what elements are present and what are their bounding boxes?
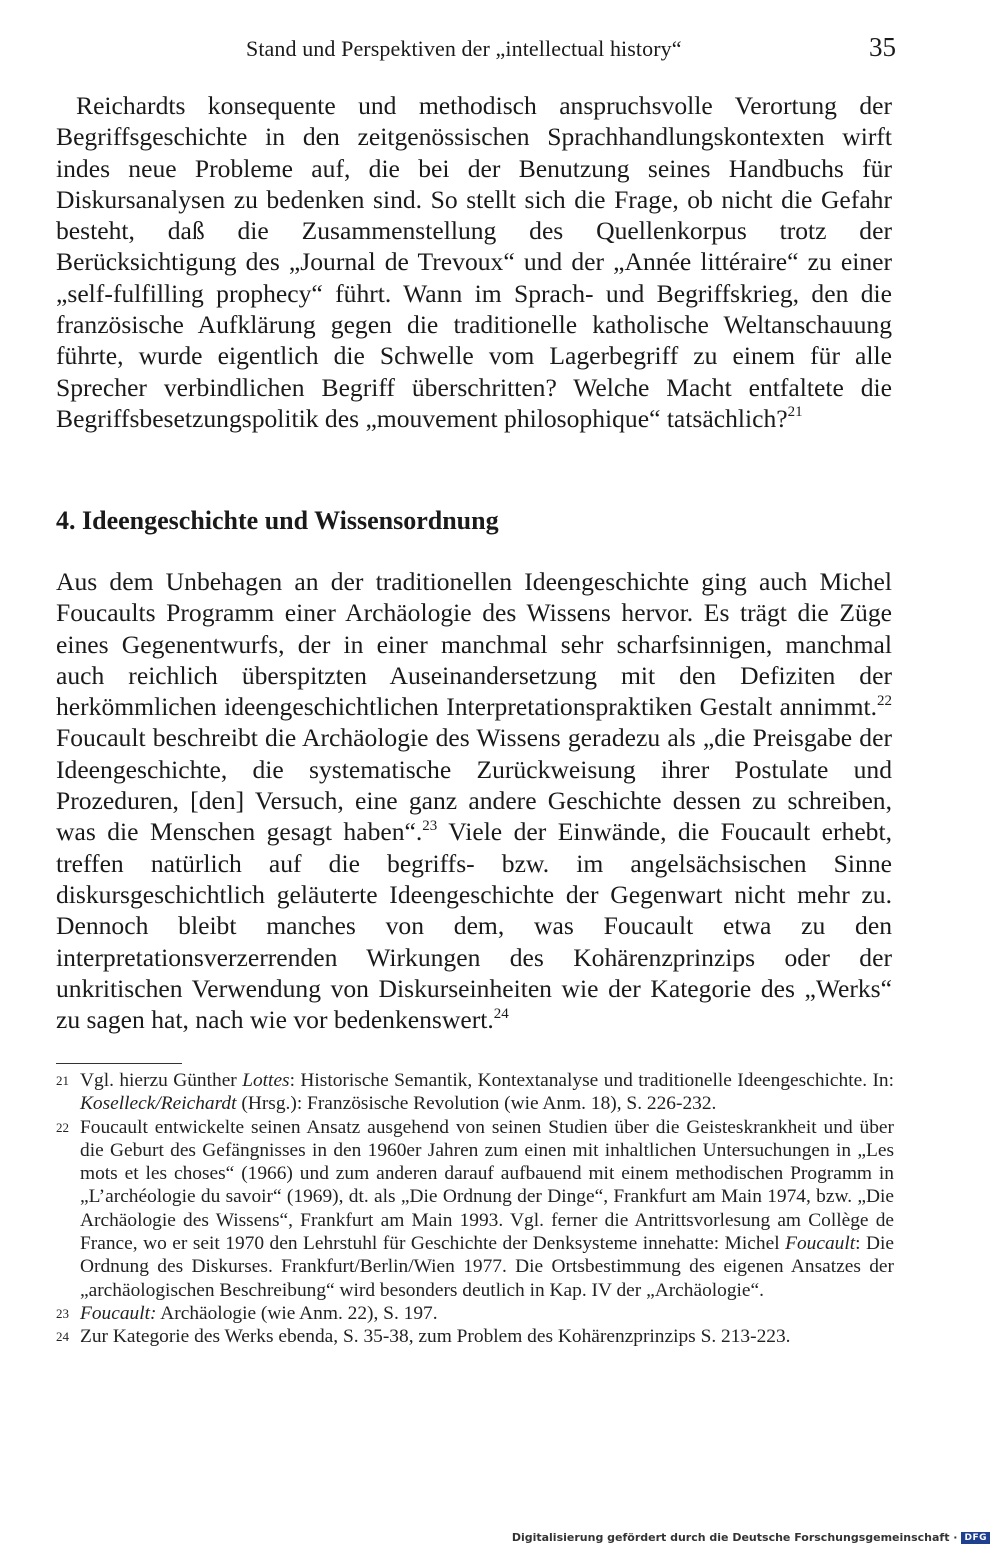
footnote-number: 22 bbox=[56, 1119, 69, 1135]
footnote-divider bbox=[56, 1063, 182, 1064]
footnote-21 bbox=[56, 1069, 894, 1116]
dfg-logo-icon: DFG bbox=[961, 1532, 990, 1544]
footnote-number: 23 bbox=[56, 1305, 69, 1321]
digitization-credit bbox=[512, 1531, 990, 1544]
footnote-number: 21 bbox=[56, 1073, 69, 1088]
paragraph-text: Foucault beschreibt die Archäologie des Wissens geradezu als „die Preisgabe der Ideengeschichte, die systematische Zurückweisung ihrer Postulate und Prozeduren, [den] Versuch, eine ganz andere Geschichte dessen zu schreiben, was die Menschen gesagt haben“. bbox=[56, 723, 892, 847]
footnote-number: 24 bbox=[56, 1329, 69, 1345]
section-heading: 4. Ideengeschichte und Wissensordnung bbox=[56, 506, 499, 535]
footnote-22 bbox=[56, 1116, 894, 1302]
author-name: Foucault: bbox=[80, 1302, 157, 1324]
body-paragraph-1 bbox=[56, 90, 892, 434]
author-name: Lottes bbox=[242, 1070, 290, 1091]
paragraph-text: Reichardts konsequente und methodisch anspruchsvolle Verortung der Begriffsgeschichte in den zeitgenössischen Sprachhandlungskontexten wirft indes neue Probleme auf, die bei der Benutzung seines Handbuchs für Diskursanalysen zu bedenken sind. So stellt sich die Frage, ob nicht die Gefahr besteht, daß die Zusammenstellung des Quellenkorpus trotz der Berücksichtigung des „Journal de Trevoux“ und der „Année littéraire“ zu einer „self-fulfilling prophecy“ führt. Wann im Sprach- und Begriffskrieg, den die französische Aufklärung gegen die traditionelle katholische Weltanschauung führte, wurde eigentlich die Schwelle vom Lagerbegriff zu einem für alle Sprecher verbindlichen Begriff überschritten? Welche Macht entfaltete die Begriffsbesetzungspolitik des „mouvement philosophique“ tatsächlich? bbox=[56, 91, 892, 433]
footnote-ref-22[interactable]: 22 bbox=[877, 692, 892, 709]
footnote-ref-24[interactable]: 24 bbox=[493, 1005, 509, 1022]
footnote-24 bbox=[56, 1325, 894, 1348]
footnote-text: Vgl. hierzu Günther Lottes: Historische Semantik, Kontextanalyse und traditionelle Ideengeschichte. In: Koselleck/Reichardt (Hrsg.): Französische Revolution (wie Anm. 18), S. 226-232. bbox=[80, 1070, 895, 1115]
footnote-text: Zur Kategorie des Werks ebenda, S. 35-38, zum Problem des Kohärenzprinzips S. 213-223. bbox=[80, 1326, 791, 1348]
footnote-text: Foucault entwickelte seinen Ansatz ausgehend von seinen Studien über die Geisteskrankheit und über die Geburt des Gefängnisses in den 1960er Jahren zum einen mit inhaltlichen Untersuchungen in „Les mots et les choses“ (1966) und zum anderen darauf aufbauend mit einem methodischen Programm in „L’archéologie du savoir“ (1969), dt. als „Die Ordnung der Dinge“, Frankfurt am Main 1974, bzw. „Die Archäologie des Wissens“, Frankfurt am Main 1993. Vgl. ferner die Antrittsvorlesung am Collège de France, wo er seit 1970 den Lehrstuhl für Geschichte der Denksysteme innehatte: Michel Foucault: Die Ordnung des Diskurses. Frankfurt/Berlin/Wien 1977. Die Ortsbestimmung des eigenen Ansatzes der „archäologischen Beschreibung“ wird besonders deutlich in Kap. IV der „Archäologie“. bbox=[80, 1116, 894, 1301]
paragraph-text: Viele der Einwände, die Foucault erhebt, treffen natürlich auf die begriffs- bzw. im angelsächsischen Sinne diskursgeschichtlich geläuterte Ideengeschichte der Gegenwart nicht mehr zu. Dennoch bleibt manches von dem, was Foucault etwa zu den interpretationsverzerrenden Wirkungen des Kohärenzprinzips oder der unkritischen Verwendung von Diskurseinheiten wie der Kategorie des „Werks“ zu sagen hat, nach wie vor bedenkenswert. bbox=[56, 817, 892, 1035]
editor-names: Koselleck/Reichardt bbox=[80, 1093, 237, 1115]
paragraph-text: Aus dem Unbehagen an der traditionellen Ideengeschichte ging auch Michel Foucaults Programm einer Archäologie des Wissens hervor. Es trägt die Züge eines Gegenentwurfs, der in einer manchmal sehr scharfsinnigen, manchmal auch reichlich überspitzten Auseinandersetzung mit den Defiziten der herkömmlichen ideengeschichtlichen Interpretationspraktiken Gestalt annimmt. bbox=[56, 567, 892, 722]
author-name: Foucault bbox=[785, 1233, 856, 1255]
page-header bbox=[56, 32, 896, 72]
page-number: 35 bbox=[869, 32, 896, 62]
footnote-ref-23[interactable]: 23 bbox=[422, 817, 438, 834]
footnote-23 bbox=[56, 1302, 894, 1325]
footnote-text: Foucault: Archäologie (wie Anm. 22), S. 197. bbox=[80, 1302, 438, 1324]
running-title: Stand und Perspektiven der „intellectual history“ bbox=[246, 36, 682, 61]
credit-text: Digitalisierung gefördert durch die Deutsche Forschungsgemeinschaft · bbox=[511, 1531, 958, 1544]
body-paragraph-2 bbox=[56, 566, 892, 1035]
footnote-ref-21[interactable]: 21 bbox=[787, 404, 803, 421]
footnotes bbox=[56, 1069, 894, 1349]
